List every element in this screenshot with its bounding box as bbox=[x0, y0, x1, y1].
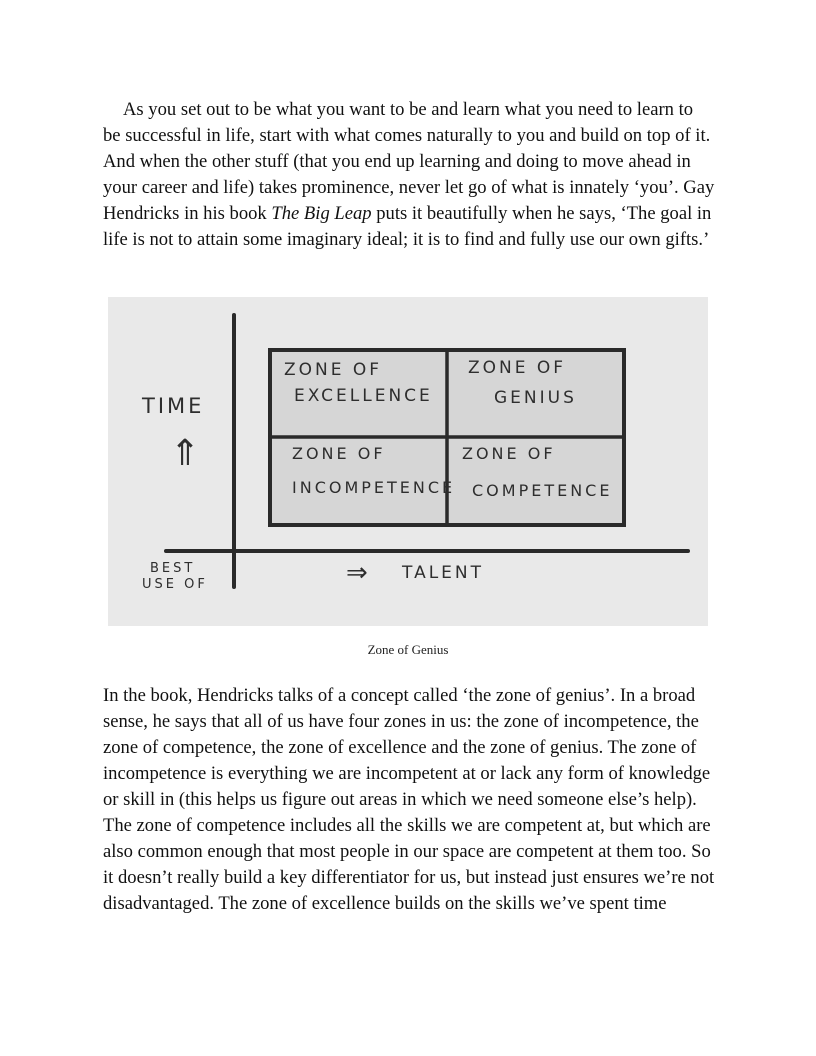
zone-of-genius-figure bbox=[108, 297, 708, 626]
corner-label-use-of: USE OF bbox=[142, 577, 208, 592]
zone-bottom-right-line2: COMPETENCE bbox=[472, 481, 613, 500]
corner-label-best: BEST bbox=[150, 561, 196, 576]
zone-bottom-right-line1: ZONE OF bbox=[462, 444, 556, 463]
figure-caption: Zone of Genius bbox=[367, 642, 449, 657]
zone-top-left-line1: ZONE OF bbox=[284, 360, 383, 380]
zone-top-right-line1: ZONE OF bbox=[468, 358, 567, 378]
intro-paragraph bbox=[103, 97, 715, 253]
right-arrow-icon: ⇒ bbox=[346, 558, 371, 588]
zone-bottom-left-line1: ZONE OF bbox=[292, 444, 386, 463]
intro-text-after-title: puts it beautifully when he says, ‘The goal in life is not to attain some imaginary ideal; it is to find and fully use our own gifts.’ bbox=[103, 203, 712, 250]
y-axis-label: TIME bbox=[142, 394, 205, 418]
zone-top-right-line2: GENIUS bbox=[494, 388, 577, 408]
zone-top-left-line2: EXCELLENCE bbox=[294, 386, 433, 406]
intro-text-before-title: As you set out to be what you want to be and learn what you need to learn to be successful in life, start with what comes naturally to you and build on top of it. And when the other stuff (that you end up learning and doing to move ahead in your career and life) takes prominence, never let go of what is innately ‘you’. Gay Hendricks in his book bbox=[103, 99, 715, 224]
zone-diagram bbox=[108, 297, 708, 626]
x-axis-label: TALENT bbox=[402, 563, 485, 583]
body-paragraph: In the book, Hendricks talks of a concept called ‘the zone of genius’. In a broad sense, he says that all of us have four zones in us: the zone of incompetence, the zone of competence, the zone of excellence and the zone of genius. The zone of incompetence is everything we are incompetent at or lack any form of knowledge or skill in (this helps us figure out areas in which we need someone else’s help). The zone of competence includes all the skills we are competent at, but which are also common enough that most people in our space are competent at them too. So it doesn’t really build a key differentiator for us, but instead just ensures we’re not disadvantaged. The zone of excellence builds on the skills we’ve spent time bbox=[103, 685, 715, 914]
zone-bottom-left-line2: INCOMPETENCE bbox=[292, 478, 456, 497]
book-title: The Big Leap bbox=[271, 203, 372, 224]
up-arrow-icon: ⇑ bbox=[170, 433, 204, 474]
